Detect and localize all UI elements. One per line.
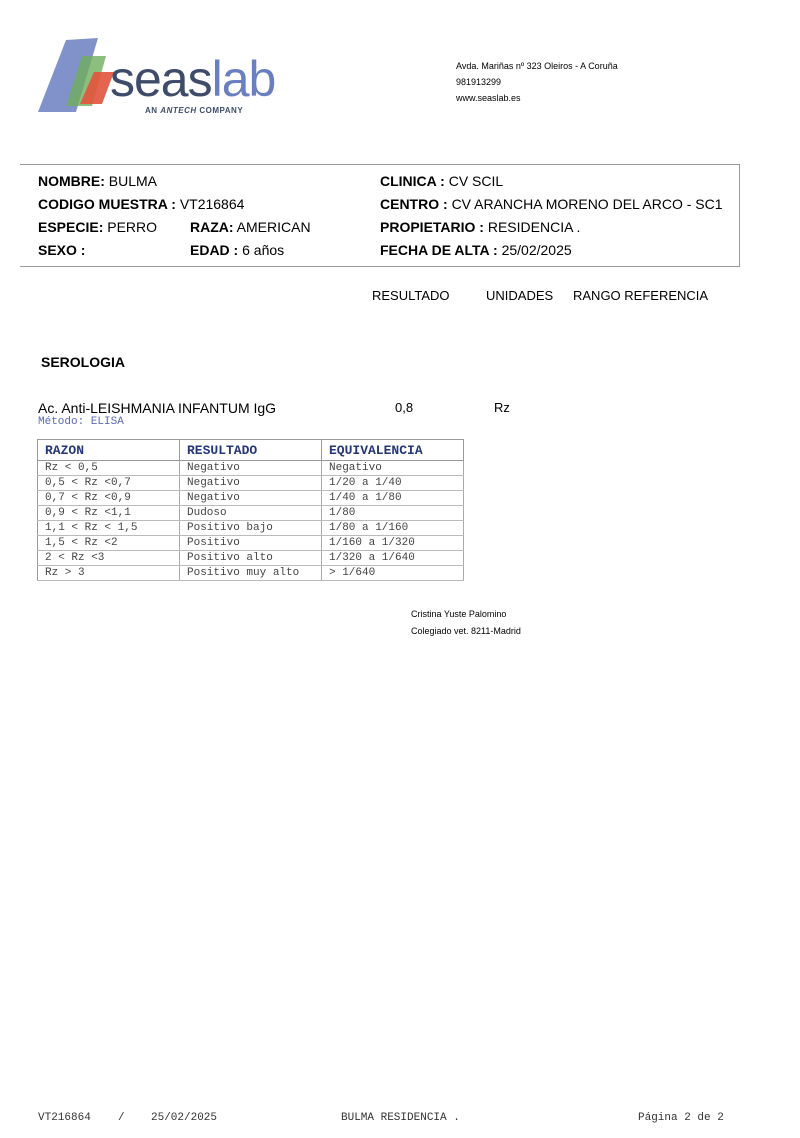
test-unit: Rz <box>494 400 510 415</box>
footer-patient: BULMA RESIDENCIA . <box>341 1112 460 1124</box>
edad-label: EDAD : <box>190 242 239 258</box>
logo-lab: lab <box>211 51 276 107</box>
cell-resultado: Positivo alto <box>180 551 322 566</box>
test-method: Método: ELISA <box>38 416 124 428</box>
table-row <box>38 566 464 581</box>
clinica-value: CV SCIL <box>448 173 504 189</box>
signature-block <box>411 606 521 640</box>
cell-razon: 1,1 < Rz < 1,5 <box>38 521 180 536</box>
table-row <box>38 536 464 551</box>
cell-equivalencia: 1/80 a 1/160 <box>322 521 464 536</box>
centro-label: CENTRO : <box>380 196 448 212</box>
clinica-field <box>380 173 503 189</box>
codigo-label: CODIGO MUESTRA : <box>38 196 176 212</box>
table-row <box>38 476 464 491</box>
lab-website: www.seaslab.es <box>456 93 521 103</box>
raza-field <box>190 219 311 235</box>
test-result: 0,8 <box>395 400 414 415</box>
propietario-field <box>380 219 580 235</box>
centro-field <box>380 196 723 212</box>
cell-resultado: Positivo <box>180 536 322 551</box>
cell-resultado: Dudoso <box>180 506 322 521</box>
header-equivalencia: EQUIVALENCIA <box>322 440 464 461</box>
fecha-alta-field <box>380 242 572 258</box>
tagline-prefix: AN <box>145 106 158 115</box>
cell-razon: 0,9 < Rz <1,1 <box>38 506 180 521</box>
logo-wordmark <box>110 51 276 107</box>
tagline-brand: ANTECH <box>160 106 197 115</box>
col-rango-referencia: RANGO REFERENCIA <box>573 288 709 303</box>
header-resultado: RESULTADO <box>180 440 322 461</box>
codigo-field <box>38 196 244 212</box>
lab-address: Avda. Mariñas nº 323 Oleiros - A Coruña <box>456 61 618 71</box>
cell-resultado: Positivo muy alto <box>180 566 322 581</box>
cell-resultado: Negativo <box>180 461 322 476</box>
codigo-value: VT216864 <box>179 196 245 212</box>
footer-separator: / <box>118 1112 125 1124</box>
lab-contact <box>456 58 618 106</box>
cell-resultado: Negativo <box>180 476 322 491</box>
section-title: SEROLOGIA <box>41 354 126 370</box>
sexo-field <box>38 242 85 258</box>
footer-date: 25/02/2025 <box>151 1112 218 1124</box>
cell-equivalencia: 1/320 a 1/640 <box>322 551 464 566</box>
test-name: Ac. Anti-LEISHMANIA INFANTUM IgG <box>38 400 277 416</box>
cell-razon: 2 < Rz <3 <box>38 551 180 566</box>
col-unidades: UNIDADES <box>486 288 554 303</box>
fecha-alta-label: FECHA DE ALTA : <box>380 242 498 258</box>
cell-equivalencia: 1/20 a 1/40 <box>322 476 464 491</box>
nombre-field <box>38 173 157 189</box>
header-razon: RAZON <box>38 440 180 461</box>
cell-razon: 0,5 < Rz <0,7 <box>38 476 180 491</box>
table-row <box>38 461 464 476</box>
table-row <box>38 506 464 521</box>
centro-value: CV ARANCHA MORENO DEL ARCO - SC1 <box>451 196 723 212</box>
cell-equivalencia: > 1/640 <box>322 566 464 581</box>
table-row <box>38 491 464 506</box>
cell-equivalencia: 1/160 a 1/320 <box>322 536 464 551</box>
table-row <box>38 521 464 536</box>
signer-name: Cristina Yuste Palomino <box>411 609 507 619</box>
footer-code: VT216864 <box>38 1112 91 1124</box>
cell-razon: Rz < 0,5 <box>38 461 180 476</box>
cell-equivalencia: 1/80 <box>322 506 464 521</box>
cell-razon: Rz > 3 <box>38 566 180 581</box>
cell-razon: 0,7 < Rz <0,9 <box>38 491 180 506</box>
raza-value: AMERICAN <box>236 219 311 235</box>
cell-resultado: Negativo <box>180 491 322 506</box>
logo-tagline <box>145 106 243 115</box>
edad-field <box>190 242 284 258</box>
cell-equivalencia: 1/40 a 1/80 <box>322 491 464 506</box>
reference-table <box>37 439 464 581</box>
cell-equivalencia: Negativo <box>322 461 464 476</box>
propietario-value: RESIDENCIA . <box>487 219 581 235</box>
lab-phone: 981913299 <box>456 77 502 87</box>
raza-label: RAZA: <box>190 219 234 235</box>
nombre-value: BULMA <box>108 173 158 189</box>
especie-value: PERRO <box>107 219 158 235</box>
cell-resultado: Positivo bajo <box>180 521 322 536</box>
sexo-label: SEXO : <box>38 242 86 258</box>
table-header-row <box>38 440 464 461</box>
edad-value: 6 años <box>242 242 285 258</box>
cell-razon: 1,5 < Rz <2 <box>38 536 180 551</box>
col-resultado: RESULTADO <box>372 288 450 303</box>
fecha-alta-value: 25/02/2025 <box>501 242 572 258</box>
especie-label: ESPECIE: <box>38 219 104 235</box>
clinica-label: CLINICA : <box>380 173 445 189</box>
signer-license: Colegiado vet. 8211-Madrid <box>411 626 521 636</box>
propietario-label: PROPIETARIO : <box>380 219 484 235</box>
footer-page-number: Página 2 de 2 <box>638 1112 724 1124</box>
especie-field <box>38 219 157 235</box>
nombre-label: NOMBRE: <box>38 173 105 189</box>
table-row <box>38 551 464 566</box>
tagline-suffix: COMPANY <box>199 106 244 115</box>
logo-seas: seas <box>110 51 212 107</box>
